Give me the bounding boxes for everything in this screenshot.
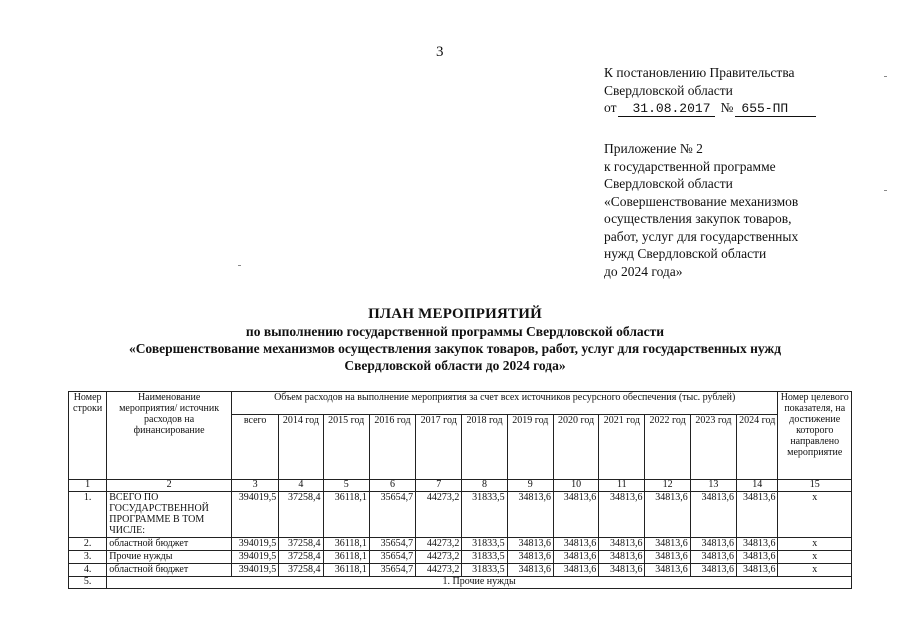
appendix-line: нужд Свердловской области xyxy=(604,246,767,261)
row-value: 36118,1 xyxy=(323,551,369,564)
table-row xyxy=(69,564,852,577)
row-value: 34813,6 xyxy=(599,538,645,551)
scan-artifact xyxy=(238,265,241,266)
row-value: 31833,5 xyxy=(462,564,507,577)
row-value: 35654,7 xyxy=(369,564,415,577)
row-value: 44273,2 xyxy=(416,492,462,538)
row-value: 34813,6 xyxy=(737,564,778,577)
header-year: 2015 год xyxy=(323,415,369,480)
row-value: 34813,6 xyxy=(737,492,778,538)
row-name: областной бюджет xyxy=(107,564,232,577)
row-target: x xyxy=(778,492,852,538)
column-number: 14 xyxy=(737,480,778,492)
document-title xyxy=(60,305,850,374)
row-name: областной бюджет xyxy=(107,538,232,551)
row-value: 34813,6 xyxy=(690,492,736,538)
appendix-reference xyxy=(604,140,798,280)
scan-artifact xyxy=(884,76,887,77)
column-number: 13 xyxy=(690,480,736,492)
header-year: 2014 год xyxy=(279,415,323,480)
from-label: от xyxy=(604,100,617,115)
row-value: 34813,6 xyxy=(507,551,553,564)
row-value: 36118,1 xyxy=(323,564,369,577)
row-value: 31833,5 xyxy=(462,551,507,564)
row-target: x xyxy=(778,551,852,564)
column-number: 5 xyxy=(323,480,369,492)
number-sign: № xyxy=(720,100,734,115)
row-value: 36118,1 xyxy=(323,538,369,551)
column-number-row xyxy=(69,480,852,492)
row-value: 34813,6 xyxy=(599,564,645,577)
header-year: 2022 год xyxy=(645,415,690,480)
row-number: 1. xyxy=(69,492,107,538)
row-value: 37258,4 xyxy=(279,538,323,551)
row-target: x xyxy=(778,564,852,577)
row-number: 5. xyxy=(69,577,107,589)
row-value: 44273,2 xyxy=(416,564,462,577)
column-number: 6 xyxy=(369,480,415,492)
appendix-line: к государственной программе xyxy=(604,158,776,174)
header-name: Наименование мероприятия/ источник расходов на финансирование xyxy=(107,392,232,480)
column-number: 10 xyxy=(553,480,598,492)
row-value: 34813,6 xyxy=(690,538,736,551)
row-value: 35654,7 xyxy=(369,551,415,564)
appendix-line: «Совершенствование механизмов xyxy=(604,193,799,209)
row-value: 44273,2 xyxy=(416,551,462,564)
column-number: 3 xyxy=(232,480,279,492)
row-value: 394019,5 xyxy=(232,492,279,538)
row-value: 34813,6 xyxy=(690,564,736,577)
table-row xyxy=(69,538,852,551)
row-value: 34813,6 xyxy=(553,492,598,538)
column-number: 9 xyxy=(507,480,553,492)
row-value: 394019,5 xyxy=(232,538,279,551)
row-value: 34813,6 xyxy=(553,538,598,551)
row-name: Прочие нужды xyxy=(107,551,232,564)
row-value: 34813,6 xyxy=(737,538,778,551)
row-value: 34813,6 xyxy=(599,492,645,538)
row-value: 37258,4 xyxy=(279,564,323,577)
header-target: Номер целевого показателя, на достижение которого направлено мероприятие xyxy=(778,392,852,480)
column-number: 4 xyxy=(279,480,323,492)
appendix-line: осуществления закупок товаров, xyxy=(604,211,792,226)
resolution-line-2: Свердловской области xyxy=(604,82,733,98)
appendix-line: до 2024 года» xyxy=(604,263,683,279)
resolution-date: 31.08.2017 xyxy=(618,102,714,117)
column-number: 15 xyxy=(778,480,852,492)
header-expenses: Объем расходов на выполнение мероприятия за счет всех источников ресурсного обеспечения (тыс. рублей) xyxy=(232,392,778,415)
table-row xyxy=(69,551,852,564)
row-value: 34813,6 xyxy=(690,551,736,564)
header-year: 2020 год xyxy=(553,415,598,480)
appendix-line: Приложение № 2 xyxy=(604,141,703,156)
section-title: 1. Прочие нужды xyxy=(107,577,852,589)
row-value: 34813,6 xyxy=(553,564,598,577)
column-number: 11 xyxy=(599,480,645,492)
title-main: ПЛАН МЕРОПРИЯТИЙ xyxy=(368,306,542,322)
row-value: 36118,1 xyxy=(323,492,369,538)
column-number: 7 xyxy=(416,480,462,492)
plan-table xyxy=(68,391,852,589)
column-number: 1 xyxy=(69,480,107,492)
row-value: 31833,5 xyxy=(462,538,507,551)
row-value: 394019,5 xyxy=(232,551,279,564)
row-value: 34813,6 xyxy=(645,538,690,551)
header-year: 2016 год xyxy=(369,415,415,480)
resolution-date-line xyxy=(604,99,816,117)
title-line-2: по выполнению государственной программы Свердловской области xyxy=(245,324,665,339)
row-target: x xyxy=(778,538,852,551)
row-value: 37258,4 xyxy=(279,551,323,564)
row-value: 34813,6 xyxy=(507,492,553,538)
page-number: 3 xyxy=(436,44,444,60)
header-year: 2018 год xyxy=(462,415,507,480)
header-total: всего xyxy=(232,415,279,480)
row-number: 4. xyxy=(69,564,107,577)
row-value: 35654,7 xyxy=(369,538,415,551)
appendix-line: Свердловской области xyxy=(604,176,733,191)
row-value: 394019,5 xyxy=(232,564,279,577)
row-value: 31833,5 xyxy=(462,492,507,538)
scan-artifact xyxy=(884,190,887,191)
section-row xyxy=(69,577,852,589)
row-name: ВСЕГО ПО ГОСУДАРСТВЕННОЙ ПРОГРАММЕ В ТОМ ЧИСЛЕ: xyxy=(107,492,232,538)
title-line-4: Свердловской области до 2024 года» xyxy=(344,358,566,373)
row-value: 34813,6 xyxy=(737,551,778,564)
row-value: 34813,6 xyxy=(553,551,598,564)
row-number: 2. xyxy=(69,538,107,551)
row-value: 35654,7 xyxy=(369,492,415,538)
column-number: 2 xyxy=(107,480,232,492)
column-number: 8 xyxy=(462,480,507,492)
header-year: 2017 год xyxy=(416,415,462,480)
resolution-line-1: К постановлению Правительства xyxy=(604,65,795,80)
title-line-3: «Совершенствование механизмов осуществления закупок товаров, работ, услуг для государственных нужд xyxy=(128,341,782,356)
row-value: 44273,2 xyxy=(416,538,462,551)
header-year: 2019 год xyxy=(507,415,553,480)
header-year: 2023 год xyxy=(690,415,736,480)
row-value: 34813,6 xyxy=(645,492,690,538)
resolution-number: 655-ПП xyxy=(735,102,816,117)
table-row xyxy=(69,492,852,538)
row-value: 37258,4 xyxy=(279,492,323,538)
row-value: 34813,6 xyxy=(507,538,553,551)
row-value: 34813,6 xyxy=(507,564,553,577)
row-value: 34813,6 xyxy=(645,551,690,564)
header-row-number: Номер строки xyxy=(69,392,107,480)
row-value: 34813,6 xyxy=(645,564,690,577)
resolution-reference xyxy=(604,64,816,117)
header-year: 2021 год xyxy=(599,415,645,480)
row-value: 34813,6 xyxy=(599,551,645,564)
appendix-line: работ, услуг для государственных xyxy=(604,228,799,244)
header-year: 2024 год xyxy=(737,415,778,480)
row-number: 3. xyxy=(69,551,107,564)
column-number: 12 xyxy=(645,480,690,492)
